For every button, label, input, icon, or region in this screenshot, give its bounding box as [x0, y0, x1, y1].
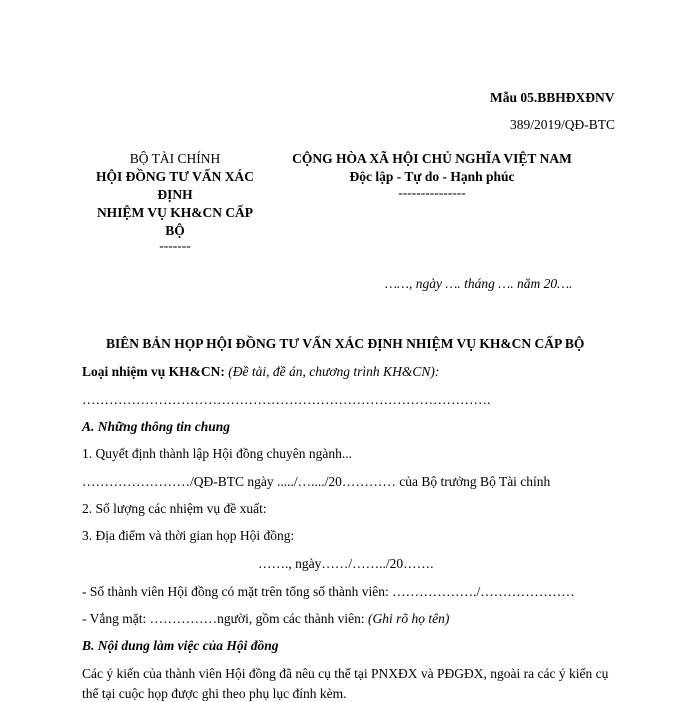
section-a-item1: 1. Quyết định thành lập Hội đồng chuyên ngành... — [82, 446, 352, 461]
members-present-line: - Số thành viên Hội đồng có mặt trên tổng số thành viên: ………………./………………… — [82, 584, 575, 599]
absent-hint: (Ghi rõ họ tên) — [368, 611, 450, 626]
task-type-label: Loại nhiệm vụ KH&CN: — [82, 364, 225, 379]
section-a-item3: 3. Địa điểm và thời gian họp Hội đồng: — [82, 528, 295, 543]
absent-prefix: - Vắng mặt: ……………người, gồm các thành viên: — [82, 611, 365, 626]
task-type-hint: (Đề tài, đề án, chương trình KH&CN): — [228, 364, 440, 379]
nation-divider: --------------- — [398, 185, 466, 200]
form-code: Mẫu 05.BBHĐXĐNV — [490, 90, 615, 105]
council-name-line4: BỘ — [165, 223, 185, 238]
decision-reference: 389/2019/QĐ-BTC — [510, 117, 616, 132]
council-name-line1: HỘI ĐỒNG TƯ VẤN XÁC — [95, 169, 254, 184]
date-line: ……, ngày …. tháng …. năm 20…. — [385, 276, 573, 291]
agency-block — [80, 150, 270, 252]
council-name-line3: NHIỆM VỤ KH&CN CẤP — [96, 205, 254, 220]
section-a-item3-line: ……., ngày……/……../20……. — [258, 556, 434, 571]
document-title: BIÊN BẢN HỌP HỘI ĐỒNG TƯ VẤN XÁC ĐỊNH NHIỆM VỤ KH&CN CẤP BỘ — [106, 336, 585, 351]
absent-line — [82, 611, 449, 627]
section-b-paragraph-line1: Các ý kiến của thành viên Hội đồng đã nêu cụ thể tại PNXĐX và PĐGĐX, ngoài ra các ý kiến cụ — [82, 666, 609, 681]
section-a-heading: A. Những thông tin chung — [82, 419, 231, 434]
council-name-line2: ĐỊNH — [157, 187, 193, 202]
nation-block — [262, 150, 602, 200]
task-type-line — [82, 364, 439, 380]
ministry-name: BỘ TÀI CHÍNH — [129, 151, 221, 166]
agency-divider: ------- — [159, 238, 191, 253]
nation-motto: Độc lập - Tự do - Hạnh phúc — [349, 169, 515, 184]
section-b-paragraph-line2: thể tại cuộc họp được ghi theo phụ lục đính kèm. — [82, 686, 347, 701]
section-b-heading: B. Nội dung làm việc của Hội đồng — [82, 638, 279, 653]
section-a-item2: 2. Số lượng các nhiệm vụ đề xuất: — [82, 501, 267, 516]
task-type-dotted-line: ………………………………………………………………………………. — [82, 392, 491, 407]
section-a-item1-line: ……………………/QĐ-BTC ngày ...../…..../20………… của Bộ trưởng Bộ Tài chính — [82, 474, 551, 489]
nation-title: CỘNG HÒA XÃ HỘI CHỦ NGHĨA VIỆT NAM — [292, 151, 572, 166]
